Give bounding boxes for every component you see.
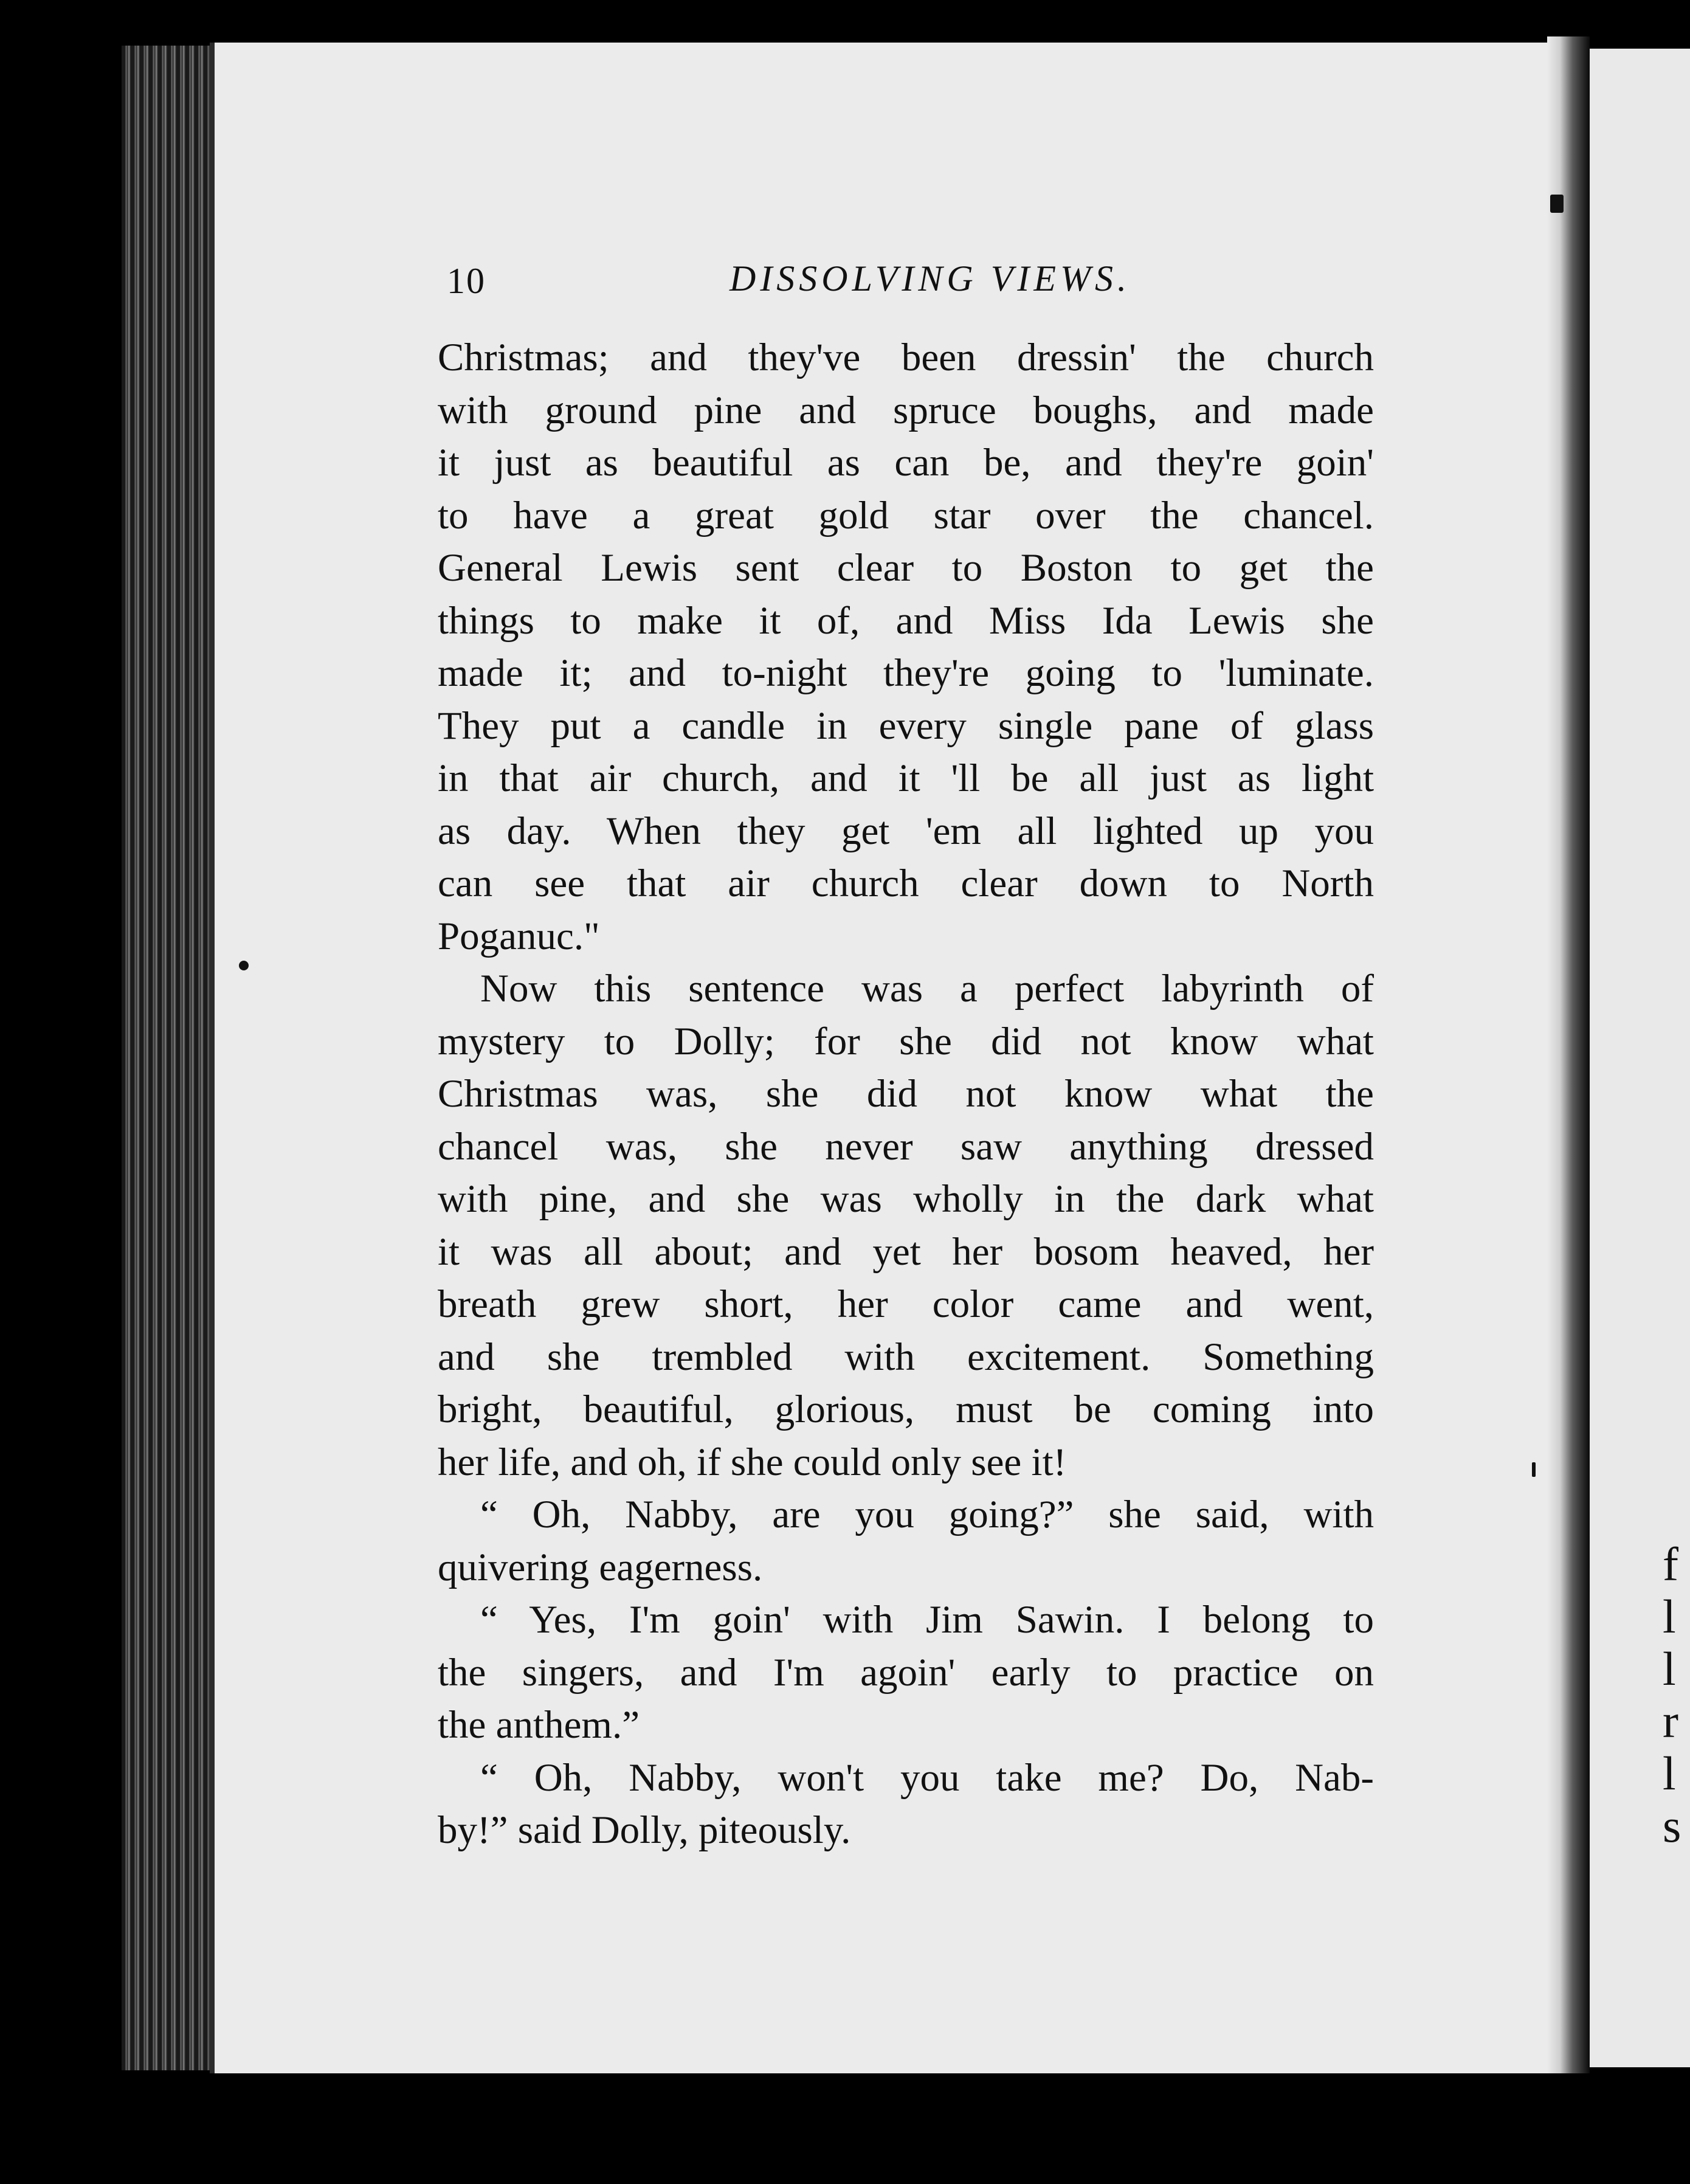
text-line: can see that air church clear down to North <box>438 862 1374 905</box>
body-text <box>438 331 1374 1857</box>
fragment-char: l <box>1663 1747 1676 1800</box>
page-speck <box>1550 195 1564 213</box>
text-line: “ Oh, Nabby, are you going?” she said, with <box>480 1493 1374 1536</box>
running-title: DISSOLVING VIEWS. <box>729 258 1131 299</box>
text-line: Now this sentence was a perfect labyrinth of <box>480 967 1374 1011</box>
fragment-char: f <box>1663 1538 1678 1591</box>
text-line: the anthem.” <box>438 1703 640 1747</box>
text-line: breath grew short, her color came and went, <box>438 1282 1374 1326</box>
text-line: as day. When they get 'em all lighted up you <box>438 809 1374 853</box>
fragment-char: l <box>1663 1642 1676 1695</box>
fragment-char: l <box>1663 1590 1676 1643</box>
text-line: it was all about; and yet her bosom heaved, her <box>438 1229 1374 1274</box>
text-line: things to make it of, and Miss Ida Lewis she <box>438 598 1374 643</box>
page-stack-edges <box>122 46 219 2070</box>
text-line: They put a candle in every single pane of glass <box>438 703 1374 748</box>
text-line: the singers, and I'm agoin' early to practice on <box>438 1650 1374 1695</box>
text-line: Poganuc." <box>438 914 600 958</box>
text-line: it just as beautiful as can be, and they're goin' <box>438 441 1374 485</box>
book-gutter <box>1547 36 1590 2073</box>
page-speck <box>1532 1462 1536 1477</box>
facing-page-text-fragments <box>1663 1538 1690 1852</box>
page-number: 10 <box>447 261 486 301</box>
text-line: made it; and to-night they're going to 'luminate. <box>438 651 1374 695</box>
fragment-char: s <box>1663 1799 1681 1852</box>
text-line: Christmas was, she did not know what the <box>438 1072 1374 1116</box>
text-line: quivering eagerness. <box>438 1545 763 1589</box>
text-line: her life, and oh, if she could only see it! <box>438 1440 1067 1484</box>
text-line: Christmas; and they've been dressin' the church <box>438 336 1374 379</box>
text-line: bright, beautiful, glorious, must be coming into <box>438 1387 1374 1431</box>
text-line: with pine, and she was wholly in the dark what <box>438 1177 1374 1221</box>
text-line: mystery to Dolly; for she did not know what <box>438 1019 1374 1063</box>
text-line: “ Oh, Nabby, won't you take me? Do, Nab- <box>480 1755 1374 1800</box>
page-speck <box>239 961 249 970</box>
text-line: chancel was, she never saw anything dressed <box>438 1124 1374 1169</box>
text-line: to have a great gold star over the chancel. <box>438 493 1374 537</box>
text-line: with ground pine and spruce boughs, and made <box>438 388 1374 432</box>
text-line: “ Yes, I'm goin' with Jim Sawin. I belong to <box>480 1598 1374 1642</box>
text-line: General Lewis sent clear to Boston to get the <box>438 546 1374 590</box>
text-line: in that air church, and it 'll be all just as light <box>438 756 1374 800</box>
text-line: and she trembled with excitement. Something <box>438 1335 1374 1379</box>
running-head <box>447 255 1419 310</box>
fragment-char: r <box>1663 1695 1678 1747</box>
text-line: by!” said Dolly, piteously. <box>438 1808 851 1852</box>
